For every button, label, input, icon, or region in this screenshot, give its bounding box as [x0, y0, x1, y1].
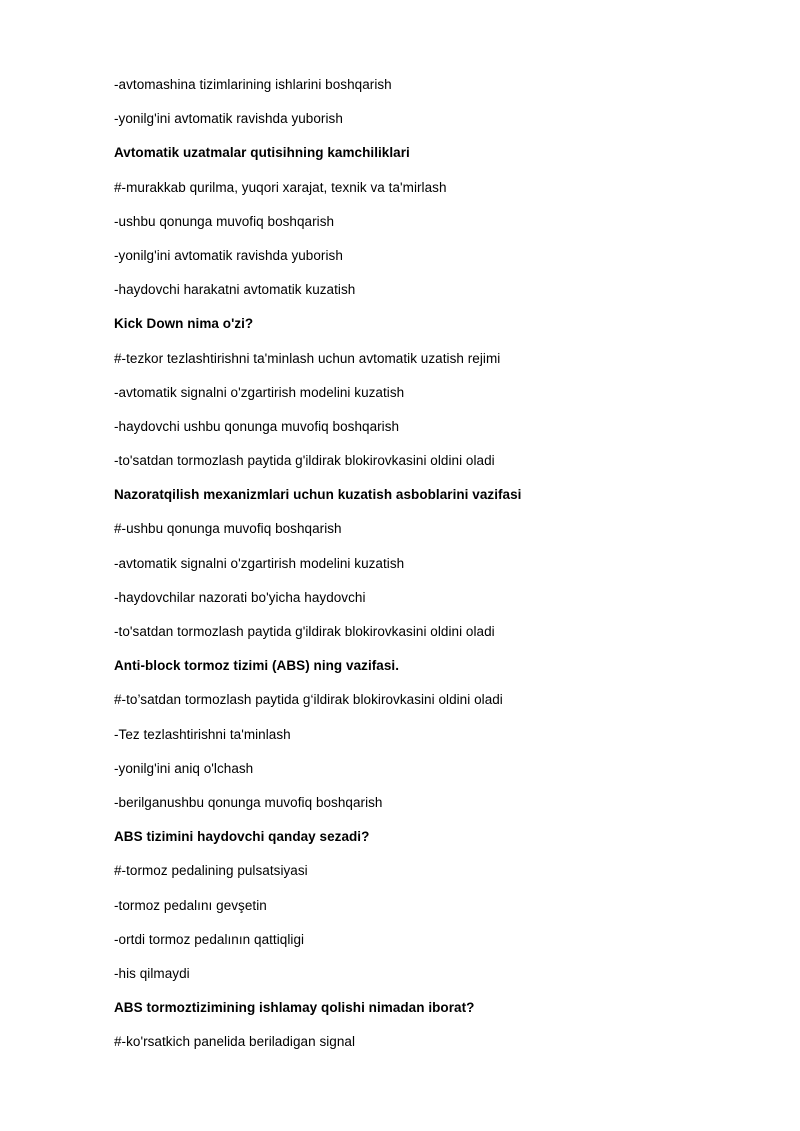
option-line: -to'satdan tormozlash paytida g'ildirak blokirovkasini oldini oladi	[114, 624, 495, 639]
option-line: -yonilg'ini avtomatik ravishda yuborish	[114, 111, 343, 127]
correct-answer-line: #-ko'rsatkich panelida beriladigan signal	[114, 1034, 356, 1050]
question-heading: Nazoratqilish mexanizmlari uchun kuzatish asboblarini vazifasi	[114, 487, 522, 503]
question-heading: ABS tormoztizimining ishlamay qolishi nimadan iborat?	[114, 1000, 475, 1016]
option-line: -tormoz pedalını gevşetin	[114, 897, 267, 913]
question-heading: ABS tizimini haydovchi qanday sezadi?	[114, 829, 370, 845]
option-line: -ortdi tormoz pedalının qattiqligi	[114, 931, 305, 947]
option-line: -berilganushbu qonunga muvofiq boshqarish	[114, 794, 383, 810]
option-line: -to'satdan tormozlash paytida g'ildirak blokirovkasini oldini oladi	[114, 453, 495, 469]
option-line: -haydovchi ushbu qonunga muvofiq boshqarish	[114, 418, 400, 434]
correct-answer-line: #-murakkab qurilma, yuqori xarajat, texnik va ta'mirlash	[114, 179, 447, 195]
option-line: -ushbu qonunga muvofiq boshqarish	[114, 213, 335, 229]
correct-answer-line: #-tezkor tezlashtirishni ta'minlash uchun avtomatik uzatish rejimi	[114, 350, 501, 366]
correct-answer-line: #-tormoz pedalining pulsatsiyasi	[114, 863, 308, 879]
question-heading: Anti-block tormoz tizimi (ABS) ning vazifasi.	[114, 658, 400, 674]
option-line: -Tez tezlashtirishni ta'minlash	[114, 726, 291, 742]
option-line: -avtomashina tizimlarining ishlarini boshqarish	[114, 77, 392, 92]
option-line: -yonilg'ini avtomatik ravishda yuborish	[114, 247, 343, 263]
option-line: -avtomatik signalni o'zgartirish modelini kuzatish	[114, 384, 405, 400]
option-line: -his qilmaydi	[114, 965, 190, 981]
option-line: -avtomatik signalni o'zgartirish modelini kuzatish	[114, 555, 405, 571]
correct-answer-line: #-ushbu qonunga muvofiq boshqarish	[114, 521, 342, 537]
question-heading: Avtomatik uzatmalar qutisihning kamchiliklari	[114, 145, 410, 161]
question-heading: Kick Down nima o'zi?	[114, 316, 254, 332]
option-line: -yonilg'ini aniq o'lchash	[114, 760, 254, 776]
document-body	[114, 76, 754, 1067]
correct-answer-line: #-to’satdan tormozlash paytida g‘ildirak blokirovkasini oldini oladi	[114, 692, 503, 708]
option-line: -haydovchilar nazorati bo'yicha haydovchi	[114, 589, 366, 605]
option-line: -haydovchi harakatni avtomatik kuzatish	[114, 282, 356, 298]
